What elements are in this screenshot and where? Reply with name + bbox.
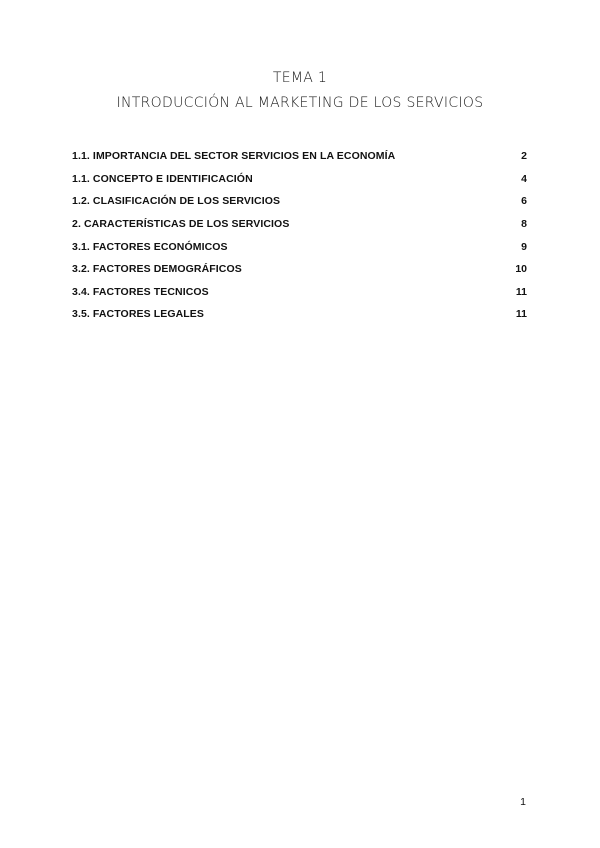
toc-entry[interactable]	[72, 168, 527, 191]
toc-entry-label: 3.4. FACTORES TECNICOS	[72, 285, 209, 298]
toc-entry-page: 2	[521, 150, 527, 163]
toc-entry-page: 11	[515, 308, 527, 321]
toc-entry-page: 6	[521, 195, 527, 208]
toc-entry[interactable]	[72, 281, 527, 304]
toc-entry-label: 3.1. FACTORES ECONÓMICOS	[72, 240, 228, 253]
toc-entry[interactable]	[72, 235, 527, 258]
toc-entry[interactable]	[72, 303, 527, 326]
toc-entry-page: 8	[521, 218, 527, 231]
page-number: 1	[520, 796, 526, 808]
toc-entry[interactable]	[72, 190, 527, 213]
toc-entry-page: 10	[515, 263, 527, 276]
table-of-contents	[72, 145, 527, 326]
title-topic-number: TEMA 1	[272, 70, 328, 86]
toc-entry[interactable]	[72, 258, 527, 281]
toc-entry-page: 11	[515, 285, 527, 298]
document-title	[0, 68, 600, 113]
toc-entry-label: 2. CARACTERÍSTICAS DE LOS SERVICIOS	[72, 218, 290, 231]
toc-entry-label: 1.1. IMPORTANCIA DEL SECTOR SERVICIOS EN LA ECONOMÍA	[72, 150, 396, 163]
toc-entry[interactable]	[72, 145, 527, 168]
title-topic-name: INTRODUCCIÓN AL MARKETING DE LOS SERVICIOS	[116, 95, 484, 111]
toc-entry-label: 3.5. FACTORES LEGALES	[72, 308, 205, 321]
toc-entry-page: 9	[521, 240, 527, 253]
toc-entry-label: 3.2. FACTORES DEMOGRÁFICOS	[72, 263, 242, 276]
toc-entry-label: 1.2. CLASIFICACIÓN DE LOS SERVICIOS	[72, 195, 281, 208]
toc-entry[interactable]	[72, 213, 527, 236]
toc-entry-label: 1.1. CONCEPTO E IDENTIFICACIÓN	[72, 172, 253, 185]
toc-entry-page: 4	[521, 172, 527, 185]
